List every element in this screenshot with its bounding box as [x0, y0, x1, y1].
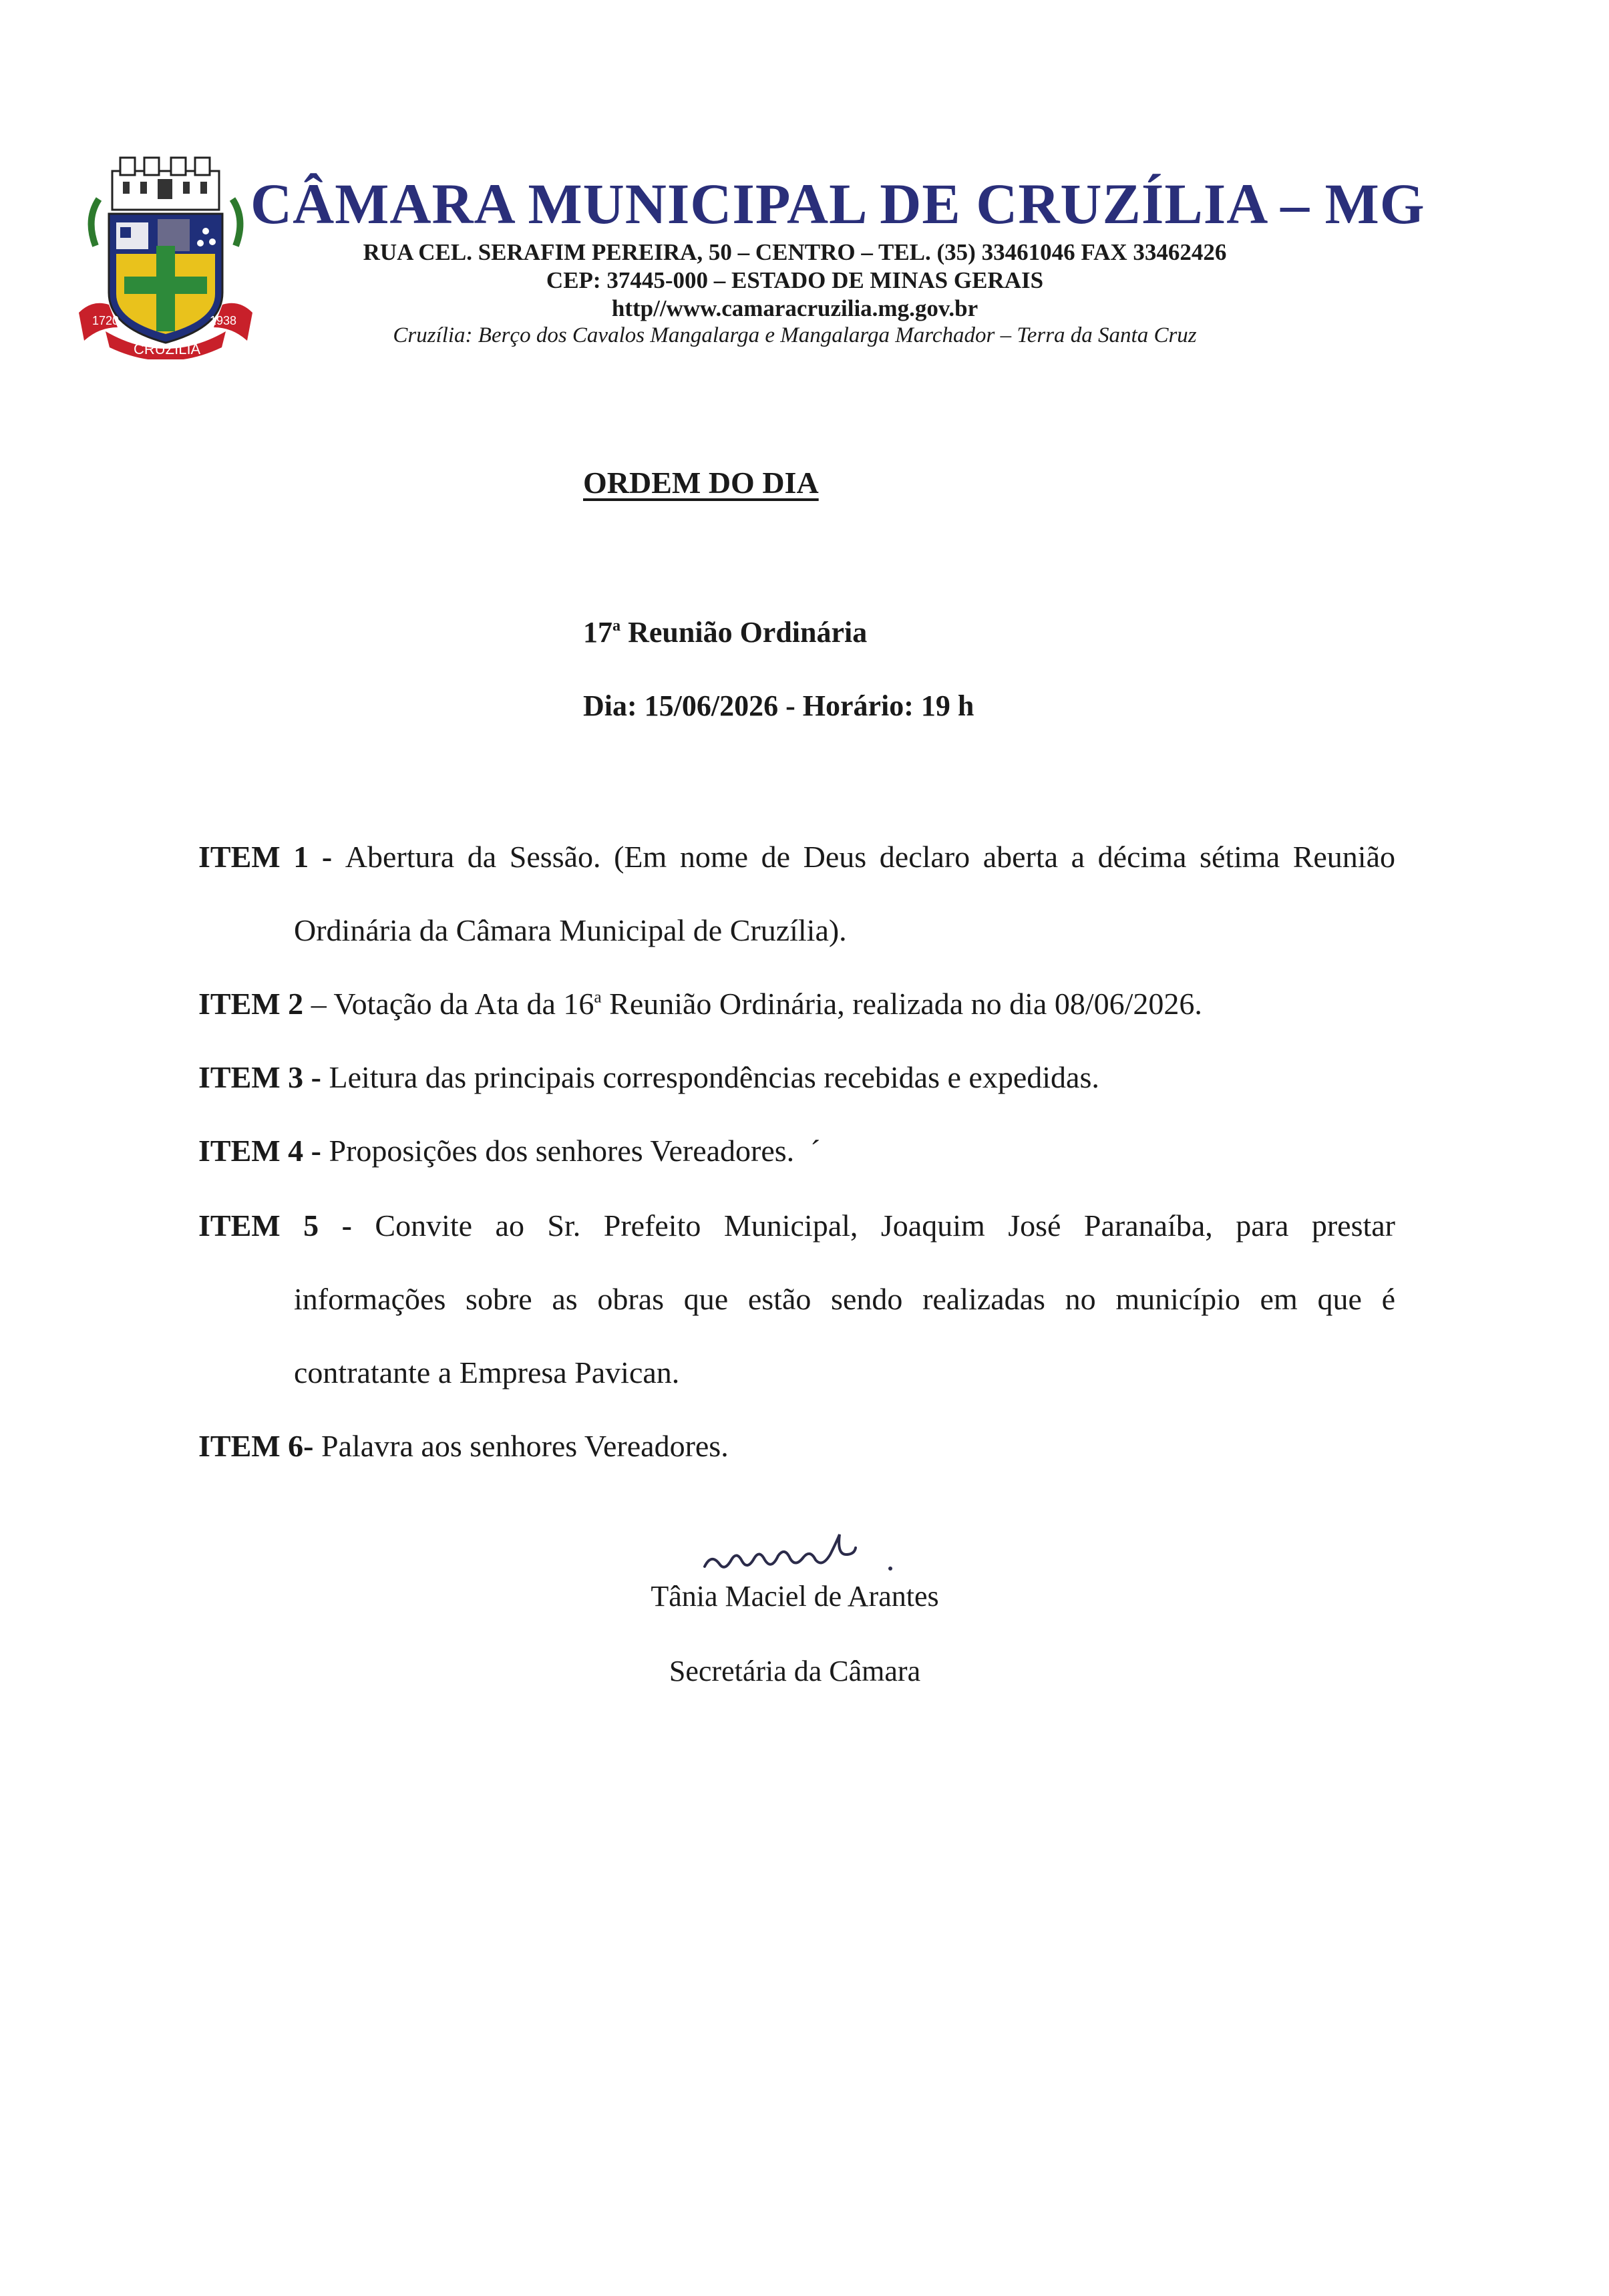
coat-year-left: 1720 — [92, 314, 120, 327]
agenda-item-2 — [198, 989, 1395, 1019]
item-text: Votação da Ata da 16 — [333, 987, 594, 1021]
meeting-ordinal-suffix: a — [612, 617, 621, 635]
header-cep: CEP: 37445-000 – ESTADO DE MINAS GERAIS — [546, 267, 1044, 293]
item-label: ITEM 5 - — [198, 1208, 375, 1243]
organization-name: CÂMARA MUNICIPAL DE CRUZÍLIA – MG — [250, 172, 1425, 236]
agenda-item-3 — [198, 1062, 1395, 1093]
agenda-item-6 — [198, 1431, 1395, 1462]
item-label: ITEM 4 - — [198, 1134, 329, 1168]
item-ordinal-suffix: a — [594, 987, 602, 1007]
meeting-date-line: Dia: 15/06/2026 - Horário: 19 h — [583, 689, 974, 722]
agenda-item-1-continuation: Ordinária da Câmara Municipal de Cruzília). — [294, 913, 847, 947]
agenda-item-1 — [198, 842, 1395, 872]
meeting-number: 17 — [583, 616, 612, 649]
agenda-item-4 — [198, 1136, 1395, 1166]
handwritten-signature — [698, 1530, 952, 1583]
item-text: Proposições dos senhores Vereadores. — [329, 1134, 795, 1168]
item-label: ITEM 1 - — [198, 840, 345, 874]
item-text: Leitura das principais correspondências recebidas e expedidas. — [329, 1060, 1099, 1094]
agenda-item-5 — [198, 1210, 1395, 1241]
item-text: Abertura da Sessão. (Em nome de Deus declaro aberta a décima sétima Reunião — [345, 840, 1395, 874]
item-label: ITEM 3 - — [198, 1060, 329, 1094]
meeting-title — [583, 618, 867, 647]
item-separator: – — [303, 987, 334, 1021]
stray-mark: ´ — [810, 1134, 821, 1168]
document-title: ORDEM DO DIA — [583, 466, 819, 500]
agenda-item-5-continuation-1: informações sobre as obras que estão sendo realizadas no município em que é — [294, 1282, 1395, 1316]
item-text: Convite ao Sr. Prefeito Municipal, Joaquim José Paranaíba, para prestar — [375, 1208, 1395, 1243]
signer-name: Tânia Maciel de Arantes — [651, 1580, 939, 1613]
agenda-item-5-continuation-2: contratante a Empresa Pavican. — [294, 1355, 680, 1389]
coat-year-right: 1938 — [210, 314, 237, 327]
item-label: ITEM 2 — [198, 987, 304, 1021]
item-text: Palavra aos senhores Vereadores. — [321, 1429, 729, 1463]
item-label: ITEM 6- — [198, 1429, 321, 1463]
header-website: http//www.camaracruzilia.mg.gov.br — [611, 295, 978, 321]
item-text-post: Reunião Ordinária, realizada no dia 08/06/2026. — [601, 987, 1202, 1021]
coat-banner: CRUZÍLIA — [134, 341, 201, 357]
header-address: RUA CEL. SERAFIM PEREIRA, 50 – CENTRO – TEL. (35) 33461046 FAX 33462426 — [363, 239, 1227, 265]
header-motto: Cruzília: Berço dos Cavalos Mangalarga e Mangalarga Marchador – Terra da Santa Cruz — [393, 323, 1197, 347]
meeting-name: Reunião Ordinária — [628, 616, 868, 649]
coat-of-arms-icon — [79, 152, 252, 359]
signer-role: Secretária da Câmara — [669, 1655, 921, 1687]
